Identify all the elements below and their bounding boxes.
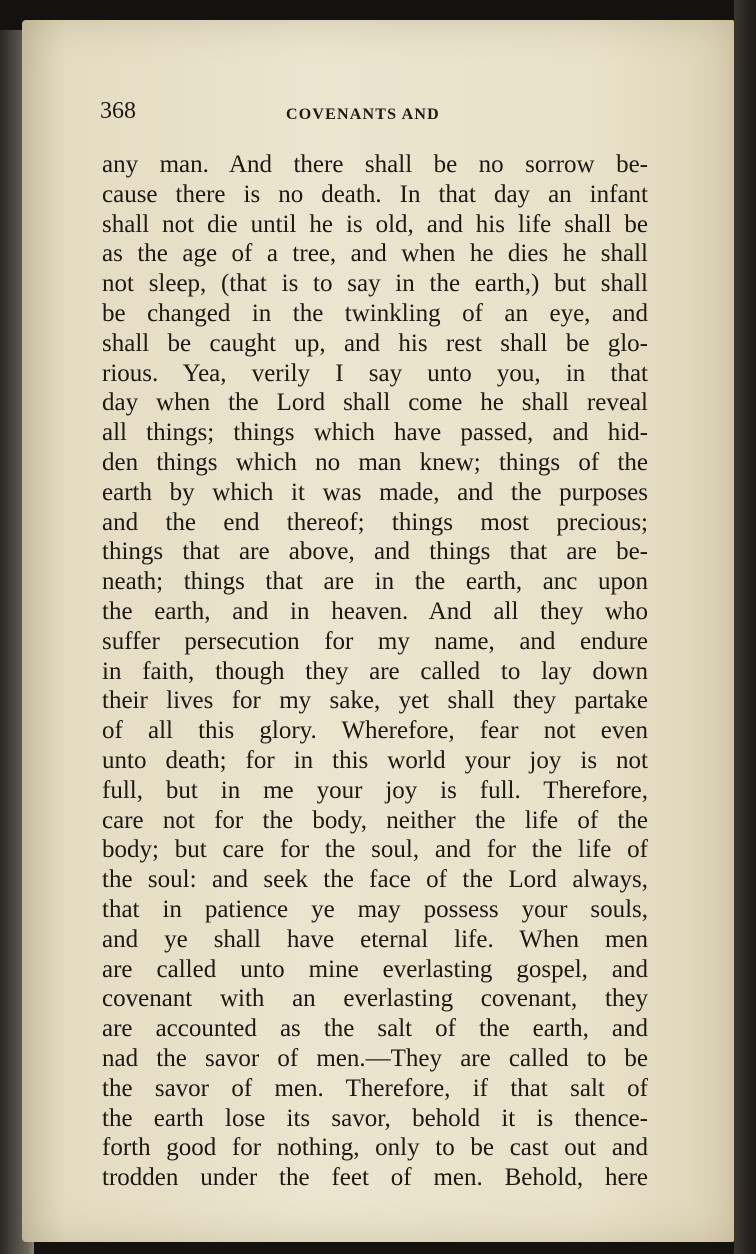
text-line: cause there is no death. In that day an infant	[102, 180, 648, 208]
text-line: body; but care for the soul, and for the life of	[102, 836, 648, 864]
text-line: things that are above, and things that are be-	[102, 538, 648, 566]
running-head: COVENANTS AND	[286, 106, 440, 123]
text-line: be changed in the twinkling of an eye, and	[102, 299, 648, 327]
text-line: the savor of men. Therefore, if that salt of	[102, 1074, 648, 1102]
text-line: full, but in me your joy is full. Therefore,	[102, 776, 648, 804]
text-line: the soul: and seek the face of the Lord always,	[102, 866, 648, 894]
text-line: care not for the body, neither the life of the	[102, 806, 648, 834]
text-line: unto death; for in this world your joy is not	[102, 746, 648, 774]
text-line: any man. And there shall be no sorrow be-	[102, 151, 648, 178]
text-line: all things; things which have passed, and hid-	[102, 419, 648, 447]
adjacent-page-edge	[734, 0, 756, 1254]
text-line: suffer persecution for my name, and endure	[102, 627, 648, 655]
text-line: are accounted as the salt of the earth, and	[102, 1015, 648, 1043]
text-line: are called unto mine everlasting gospel, and	[102, 955, 648, 983]
text-line: shall not die until he is old, and his life shall be	[102, 210, 648, 238]
text-line: earth by which it was made, and the purposes	[102, 478, 648, 506]
text-line: and the end thereof; things most precious;	[102, 508, 648, 536]
text-line: their lives for my sake, yet shall they partake	[102, 687, 648, 715]
text-line: the earth, and in heaven. And all they who	[102, 597, 648, 625]
body-text	[102, 150, 648, 1193]
text-line: covenant with an everlasting covenant, they	[102, 985, 648, 1013]
text-line: and ye shall have eternal life. When men	[102, 925, 648, 953]
text-line: that in patience ye may possess your souls,	[102, 895, 648, 923]
text-line: forth good for nothing, only to be cast out and	[102, 1134, 648, 1162]
text-line: the earth lose its savor, behold it is thence-	[102, 1104, 648, 1132]
text-line: day when the Lord shall come he shall reveal	[102, 389, 648, 417]
text-line: shall be caught up, and his rest shall be glo-	[102, 329, 648, 357]
text-line: not sleep, (that is to say in the earth,) but shall	[102, 270, 648, 298]
text-line: as the age of a tree, and when he dies he shall	[102, 240, 648, 268]
text-line: in faith, though they are called to lay down	[102, 657, 648, 685]
text-line: trodden under the feet of men. Behold, here	[102, 1164, 648, 1192]
text-line: rious. Yea, verily I say unto you, in that	[102, 359, 648, 387]
page-number: 368	[100, 98, 136, 124]
text-line: den things which no man knew; things of the	[102, 448, 648, 476]
text-line: of all this glory. Wherefore, fear not even	[102, 717, 648, 745]
text-line: neath; things that are in the earth, anc upon	[102, 568, 648, 596]
text-line: nad the savor of men.—They are called to be	[102, 1044, 648, 1072]
page-header	[100, 98, 660, 138]
